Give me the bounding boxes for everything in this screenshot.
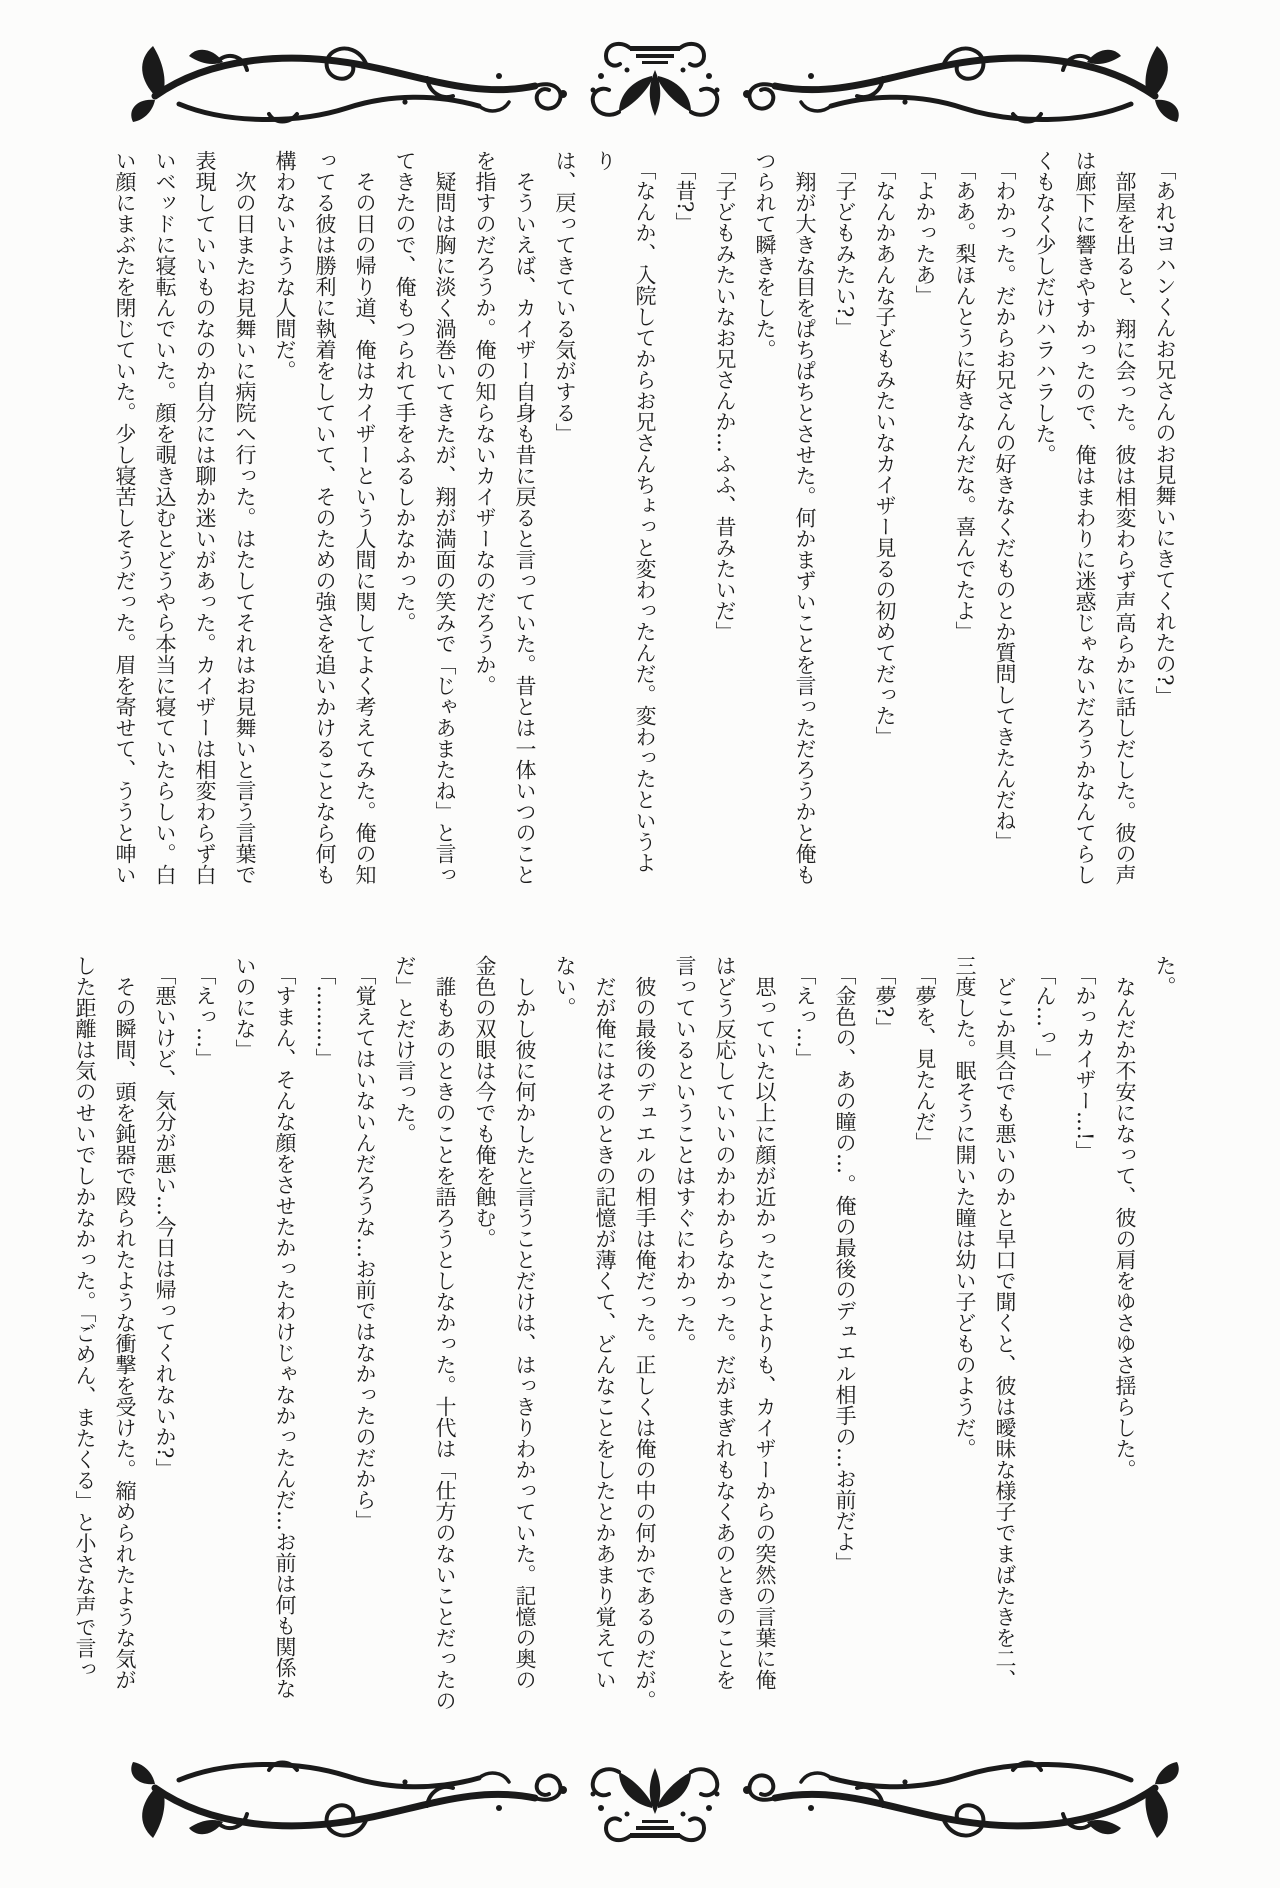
text-line: くもなく少しだけハラハラした。 <box>1033 150 1057 465</box>
text-line: 「よかったあ」 <box>913 159 937 307</box>
text-line: 誰もあのときのことを語ろうとしなかった。十代は「仕方のないことだったの <box>433 976 457 1711</box>
text-line: どこか具合でも悪いのかと早口で聞くと、彼は曖昧な様子でまばたきを二、 <box>993 976 1017 1690</box>
text-line: 「わかった。だからお兄さんの好きなくだものとか質問してきたんだね」 <box>993 159 1017 853</box>
text-line: は廊下に響きやすかったので、俺はまわりに迷惑じゃないだろうかなんてらし <box>1073 150 1097 885</box>
text-line: 「えっ…」 <box>793 964 817 1070</box>
text-line: ない。 <box>553 955 577 1018</box>
text-line: 「昔?」 <box>673 159 697 234</box>
text-line: 「覚えてはいないんだろうな…お前ではなかったのだから」 <box>353 964 377 1532</box>
text-line: いのにな」 <box>233 955 257 1060</box>
text-line: 「ん…っ」 <box>1033 964 1057 1070</box>
text-line: 「かっカイザー…!」 <box>1073 964 1097 1162</box>
text-line: 言っているということはすぐにわかった。 <box>673 955 697 1354</box>
text-line: は、戻ってきている気がする」 <box>553 150 577 444</box>
text-line: 「なんかあんな子どもみたいなカイザー見るの初めてだった」 <box>873 159 897 748</box>
text-line: ってる彼は勝利に執着をしていて、そのための強さを追いかけることなら何も <box>313 150 337 885</box>
text-line: 「夢?」 <box>873 964 897 1039</box>
text-line: 金色の双眼は今でも俺を蝕む。 <box>473 955 497 1249</box>
text-line: だ」とだけ言った。 <box>393 955 417 1144</box>
text-line: 「ああ。梨ほんとうに好きなんだな。喜んでたよ」 <box>953 159 977 643</box>
text-line: 構わないような人間だ。 <box>273 150 297 381</box>
text-line: つられて瞬きをした。 <box>753 150 777 360</box>
floral-flourish-bottom-icon <box>125 1756 1185 1848</box>
floral-flourish-top-icon <box>125 36 1185 128</box>
text-line: を指すのだろうか。俺の知らないカイザーなのだろうか。 <box>473 150 497 696</box>
text-block-upper <box>113 150 1185 892</box>
text-line: 「えっ…」 <box>193 964 217 1070</box>
text-line: 「悪いけど、気分が悪い…今日は帰ってくれないか?」 <box>153 964 177 1480</box>
text-line: 「なんか、入院してからお兄さんちょっと変わったんだ。変わったというより <box>593 150 657 874</box>
text-line: 思っていた以上に顔が近かったことよりも、カイザーからの突然の言葉に俺 <box>753 976 777 1690</box>
text-line: その瞬間、頭を鈍器で殴られたような衝撃を受けた。縮められたような気が <box>113 976 137 1690</box>
text-line: てきたので、俺もつられて手をふるしかなかった。 <box>393 150 417 633</box>
text-line: 彼の最後のデュエルの相手は俺だった。正しくは俺の中の何かであるのだが。 <box>633 976 657 1711</box>
text-line: 「すまん、そんな顔をさせたかったわけじゃなかったんだ…お前は何も関係な <box>273 964 297 1700</box>
text-line: 表現していいものなのか自分には聊か迷いがあった。カイザーは相変わらず白 <box>193 150 217 885</box>
text-line: だが俺にはそのときの記憶が薄くて、どんなことをしたとかあまり覚えてい <box>593 976 617 1690</box>
text-line: なんだか不安になって、彼の肩をゆさゆさ揺らした。 <box>1113 976 1137 1480</box>
text-block-lower <box>60 955 1185 1715</box>
text-line: いベッドに寝転んでいた。顔を覗き込むとどうやら本当に寝ていたらしい。白 <box>153 150 177 885</box>
text-line: 「子どもみたい?」 <box>833 159 857 339</box>
text-line: 「子どもみたいなお兄さんか…ふふ、昔みたいだ」 <box>713 159 737 643</box>
text-line: した距離は気のせいでしかなかった。「ごめん、またくる」と小さな声で言っ <box>73 955 97 1680</box>
text-line: た。 <box>1153 955 1177 997</box>
text-line: しかし彼に何かしたと言うことだけは、はっきりわかっていた。記憶の奥の <box>513 976 537 1690</box>
text-line: 「金色の、あの瞳の…。俺の最後のデュエル相手の…お前だよ」 <box>833 964 857 1574</box>
text-line: 「あれ?ヨハンくんお兄さんのお見舞いにきてくれたの?」 <box>1153 159 1177 707</box>
text-line: 次の日またお見舞いに病院へ行った。はたしてそれはお見舞いと言う言葉で <box>233 171 257 885</box>
text-line: 「夢を、見たんだ」 <box>913 964 937 1154</box>
text-line: 「………」 <box>313 964 337 1070</box>
text-line: 三度した。眠そうに開いた瞳は幼い子どものようだ。 <box>953 955 977 1459</box>
text-line: 部屋を出ると、翔に会った。彼は相変わらず声高らかに話しだした。彼の声 <box>1113 171 1137 885</box>
text-line: はどう反応していいのかわからなかった。だがまぎれもなくあのときのことを <box>713 955 737 1690</box>
text-line: 翔が大きな目をぱちぱちとさせた。何かまずいことを言っただろうかと俺も <box>793 171 817 885</box>
text-line: その日の帰り道、俺はカイザーという人間に関してよく考えてみた。俺の知 <box>353 171 377 885</box>
text-line: 疑問は胸に淡く渦巻いてきたが、翔が満面の笑みで「じゃあまたね」と言っ <box>433 171 457 885</box>
text-line: そういえば、カイザー自身も昔に戻ると言っていた。昔とは一体いつのこと <box>513 171 537 885</box>
text-line: い顔にまぶたを閉じていた。少し寝苦しそうだった。眉を寄せて、ううと呻い <box>113 150 137 885</box>
